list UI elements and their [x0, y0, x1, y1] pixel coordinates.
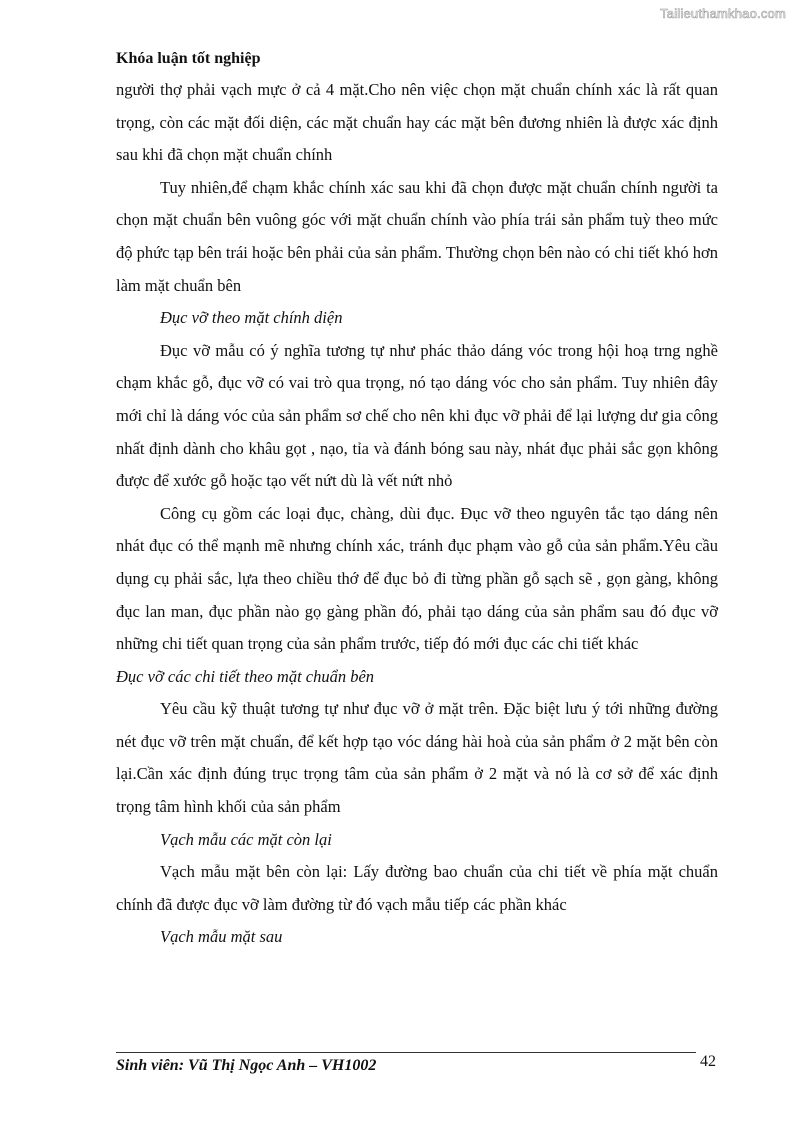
running-header-title: Khóa luận tốt nghiệp [116, 50, 261, 67]
section-heading-back-face: Vạch mẫu mặt sau [160, 927, 283, 947]
watermark-text: Tailieuthamkhao.com [660, 6, 786, 21]
body-paragraph: Công cụ gồm các loại đục, chàng, dùi đục. Đục vỡ theo nguyên tắc tạo dáng nên nhát đục có thể mạnh mẽ nhưng chính xác, tránh đục phạm vào gỗ của sản phẩm.Yêu cầu dụng cụ phải sắc, lựa theo chiều thớ để đục bỏ đi từng phần gỗ sạch sẽ , gọn gàng, không đục lan man, đục phần nào gọ gàng phần đó, phải tạo dáng của sản phẩm sau đó đục vỡ những chi tiết quan trọng của sản phẩm trước, tiếp đó mới đục các chi tiết khác [116, 503, 718, 654]
page-body [116, 74, 718, 954]
footer-divider [116, 1052, 696, 1053]
body-paragraph-continuation: người thợ phải vạch mực ở cả 4 mặt.Cho nên việc chọn mặt chuẩn chính xác là rất quan trọng, còn các mặt đối diện, các mặt chuẩn hay các mặt bên đương nhiên là được xác định sau khi đã chọn mặt chuẩn chính [116, 80, 718, 165]
body-paragraph: Đục vỡ mẫu có ý nghĩa tương tự như phác thảo dáng vóc trong hội hoạ trng nghề chạm khắc gỗ, đục vỡ có vai trò qua trọng, nó tạo dáng vóc cho sản phẩm. Tuy nhiên đây mới chỉ là dáng vóc của sản phẩm sơ chế cho nên khi đục vỡ phải để lại lượng dư gia công nhất định dành cho khâu gọt , nạo, tỉa và đánh bóng sau này, nhát đục phải sắc gọn không được để xước gỗ hoặc tạo vết nứt dù là vết nứt nhỏ [116, 340, 718, 491]
section-heading-side-roughing: Đục vỡ các chi tiết theo mặt chuẩn bên [116, 666, 375, 686]
page-number: 42 [700, 1053, 716, 1070]
body-paragraph: Vạch mẫu mặt bên còn lại: Lấy đường bao chuẩn của chi tiết về phía mặt chuẩn chính đã được đục vỡ làm đường từ đó vạch mẫu tiếp các phần khác [116, 862, 718, 914]
footer-student-name: Sinh viên: Vũ Thị Ngọc Anh – VH1002 [116, 1057, 377, 1074]
section-heading-remaining-faces: Vạch mẫu các mặt còn lại [160, 829, 332, 849]
section-heading-front-roughing: Đục vỡ theo mặt chính diện [160, 308, 343, 328]
body-paragraph: Yêu cầu kỹ thuật tương tự như đục vỡ ở mặt trên. Đặc biệt lưu ý tới những đường nét đục vỡ trên mặt chuẩn, để kết hợp tạo vóc dáng hài hoà của sản phẩm ở 2 mặt bên còn lại.Cần xác định đúng trục trọng tâm của sản phẩm ở 2 mặt và nó là cơ sở để xác định trọng tâm hình khối của sản phẩm [116, 699, 718, 817]
body-paragraph: Tuy nhiên,để chạm khắc chính xác sau khi đã chọn được mặt chuẩn chính người ta chọn mặt chuẩn bên vuông góc với mặt chuẩn chính vào phía trái sản phẩm tuỳ theo mức độ phức tạp bên trái hoặc bên phải của sản phẩm. Thường chọn bên nào có chi tiết khó hơn làm mặt chuẩn bên [116, 177, 718, 295]
